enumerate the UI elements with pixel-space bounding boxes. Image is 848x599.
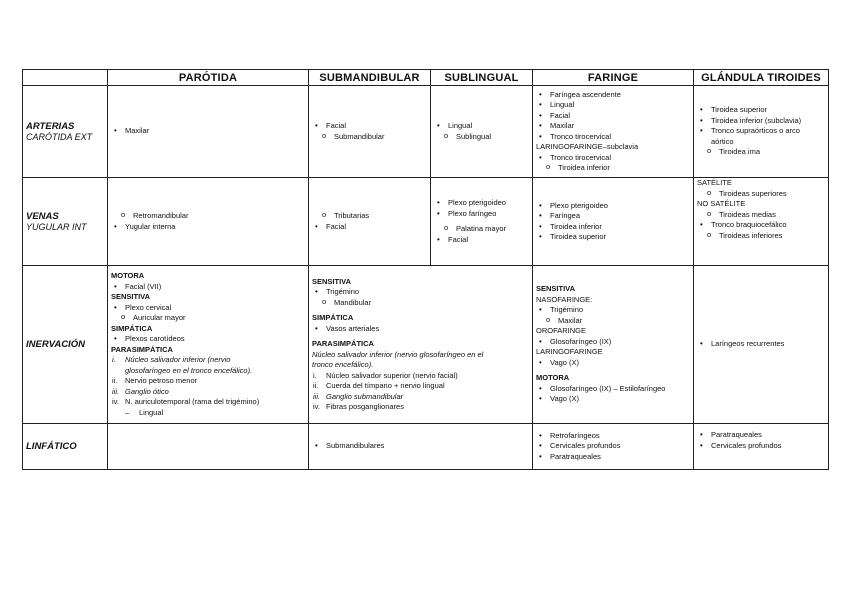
item-text: Nervio petroso menor bbox=[125, 376, 198, 385]
item-number: iii. bbox=[112, 386, 120, 396]
anatomy-table bbox=[22, 69, 829, 470]
item-number: ii. bbox=[313, 381, 319, 390]
numbered-item bbox=[312, 402, 529, 413]
list-item: • Yugular interna bbox=[111, 222, 305, 233]
list-label: SATÉLITE bbox=[697, 178, 732, 187]
list-item: • Trigémino bbox=[312, 287, 529, 298]
arterias-subtitle: CARÓTIDA EXT bbox=[26, 132, 93, 142]
header-sublingual: SUBLINGUAL bbox=[431, 70, 533, 86]
item-text: Núcleo salivador superior (nervio facial) bbox=[326, 370, 458, 380]
list-item: • Retrofaríngeos bbox=[536, 431, 690, 442]
list-item: • Glosofaríngeo (IX) bbox=[536, 337, 690, 348]
item-text: Ganglio submandibular bbox=[326, 391, 404, 401]
item-text: Fibras posganglionares bbox=[326, 402, 404, 411]
cell-venas-tiroides bbox=[694, 178, 829, 266]
header-submandibular: SUBMANDIBULAR bbox=[309, 70, 431, 86]
list-item: • Tronco braquiocefálico bbox=[697, 220, 825, 231]
list-item: • Plexo pterigoideo bbox=[536, 201, 690, 212]
venas-subtitle: YUGULAR INT bbox=[26, 222, 87, 232]
cell-linfatico-faringe bbox=[533, 424, 694, 470]
list-item: o Tiroideas medias bbox=[697, 210, 825, 221]
list-item: • Trigémino bbox=[536, 305, 690, 316]
cell-arterias-parotida bbox=[108, 86, 309, 178]
list-item: • Plexo faríngeo bbox=[434, 209, 529, 220]
list-item: • Tronco tirocervical bbox=[536, 153, 690, 164]
cell-arterias-sublingual bbox=[431, 86, 533, 178]
section-label: SENSITIVA bbox=[536, 284, 576, 294]
header-tiroides: GLÁNDULA TIROIDES bbox=[694, 70, 829, 86]
section-label: PARASIMPÁTICA bbox=[111, 344, 173, 354]
cell-venas-submandibular bbox=[309, 178, 431, 266]
list-item: • Tiroidea inferior (subclavia) bbox=[697, 116, 825, 127]
section-label: MOTORA bbox=[111, 271, 145, 280]
list-item: • Tronco tirocervical bbox=[536, 132, 690, 143]
list-item: • Maxilar bbox=[111, 126, 305, 137]
cell-inervacion-submandibular bbox=[309, 266, 533, 424]
venas-title: VENAS bbox=[26, 211, 59, 222]
paragraph: tronco encefálico). bbox=[312, 360, 374, 369]
list-item: o Maxilar bbox=[536, 316, 690, 327]
header-faringe: FARINGE bbox=[533, 70, 694, 86]
list-item: o Auricular mayor bbox=[111, 313, 305, 324]
row-label-arterias bbox=[23, 86, 108, 178]
row-arterias bbox=[23, 86, 829, 178]
list-label: OROFARINGE bbox=[536, 326, 587, 336]
cell-inervacion-faringe bbox=[533, 266, 694, 424]
list-label: LARINGOFARINGE bbox=[536, 347, 603, 357]
inervacion-title: INERVACIÓN bbox=[26, 339, 85, 350]
section-label: MOTORA bbox=[536, 373, 570, 383]
numbered-item bbox=[111, 397, 305, 408]
numbered-item bbox=[111, 376, 305, 387]
row-label-venas bbox=[23, 178, 108, 266]
list-item: • Submandibulares bbox=[312, 441, 529, 452]
item-number: i. bbox=[313, 370, 317, 380]
list-item: – Lingual bbox=[111, 408, 305, 419]
list-item: o Tiroidea inferior bbox=[536, 163, 690, 174]
list-item: • Plexo cervical bbox=[111, 303, 305, 314]
list-item: • Vago (X) bbox=[536, 358, 690, 369]
section-label: SENSITIVA bbox=[312, 276, 352, 286]
header-parotida: PARÓTIDA bbox=[108, 70, 309, 86]
row-inervacion bbox=[23, 266, 829, 424]
list-item: o Tiroidea ima bbox=[697, 147, 825, 158]
cell-arterias-faringe bbox=[533, 86, 694, 178]
cell-venas-sublingual bbox=[431, 178, 533, 266]
cell-arterias-submandibular bbox=[309, 86, 431, 178]
section-label: SIMPÁTICA bbox=[312, 313, 354, 322]
section-label: SENSITIVA bbox=[111, 292, 151, 301]
list-item: • Facial bbox=[312, 121, 427, 132]
list-item: o Retromandibular bbox=[111, 211, 305, 222]
row-venas bbox=[23, 178, 829, 266]
item-text: glosofaríngeo en el tronco encefálico). bbox=[125, 365, 253, 375]
list-item: • Facial bbox=[434, 235, 529, 246]
cell-inervacion-parotida bbox=[108, 266, 309, 424]
cell-linfatico-tiroides bbox=[694, 424, 829, 470]
list-item: • Facial (VII) bbox=[111, 282, 305, 293]
cell-venas-faringe bbox=[533, 178, 694, 266]
row-label-inervacion bbox=[23, 266, 108, 424]
list-item: • Plexos carotídeos bbox=[111, 334, 305, 345]
list-item: • Cervicales profundos bbox=[536, 441, 690, 452]
list-continuation: aórtico bbox=[711, 136, 734, 146]
header-row bbox=[23, 70, 829, 86]
list-item: • Tiroidea superior bbox=[697, 105, 825, 116]
cell-linfatico-submandibular bbox=[309, 424, 533, 470]
list-item: o Mandibular bbox=[312, 298, 529, 309]
numbered-item bbox=[111, 387, 305, 398]
row-linfatico bbox=[23, 424, 829, 470]
numbered-item bbox=[111, 355, 305, 376]
item-number: i. bbox=[112, 355, 116, 364]
list-item: • Cervicales profundos bbox=[697, 441, 825, 452]
numbered-item bbox=[312, 392, 529, 403]
cell-inervacion-tiroides bbox=[694, 266, 829, 424]
list-item: o Tiroideas inferiores bbox=[697, 231, 825, 242]
list-item: o Tributarias bbox=[312, 211, 427, 222]
item-number: iv. bbox=[112, 397, 119, 406]
list-item: • Tiroidea superior bbox=[536, 232, 690, 243]
item-text: Núcleo salivador inferior (nervio bbox=[125, 355, 231, 364]
list-item: o Palatina mayor bbox=[434, 224, 529, 235]
numbered-item bbox=[312, 371, 529, 382]
list-label: NASOFARINGE: bbox=[536, 294, 593, 304]
list-item: • Tiroidea inferior bbox=[536, 222, 690, 233]
list-item: • Plexo pterigoideo bbox=[434, 198, 529, 209]
item-number: ii. bbox=[112, 376, 118, 385]
list-item: • Lingual bbox=[536, 100, 690, 111]
arterias-title: ARTERIAS bbox=[26, 121, 75, 132]
list-label: NO SATÉLITE bbox=[697, 199, 746, 208]
cell-venas-parotida bbox=[108, 178, 309, 266]
item-number: iv. bbox=[313, 402, 320, 411]
list-item: • Lingual bbox=[434, 121, 529, 132]
list-item: o Submandibular bbox=[312, 132, 427, 143]
item-text: Cuerda del tímpano + nervio lingual bbox=[326, 381, 445, 390]
cell-linfatico-parotida bbox=[108, 424, 309, 470]
paragraph: Núcleo salivador inferior (nervio glosofaríngeo en el bbox=[312, 349, 484, 359]
numbered-item bbox=[312, 381, 529, 392]
item-number: iii. bbox=[313, 391, 321, 401]
item-text: Ganglio ótico bbox=[125, 386, 169, 396]
list-item: • Facial bbox=[312, 222, 427, 233]
header-empty bbox=[23, 70, 108, 86]
item-text: N. auriculotemporal (rama del trigémino) bbox=[125, 397, 260, 406]
list-item: • Vasos arteriales bbox=[312, 324, 529, 335]
list-item: • Paratraqueales bbox=[536, 452, 690, 463]
cell-arterias-tiroides bbox=[694, 86, 829, 178]
list-item: • Faríngea bbox=[536, 211, 690, 222]
section-label: SIMPÁTICA bbox=[111, 323, 153, 333]
section-label: PARASIMPÁTICA bbox=[312, 339, 374, 348]
list-item: • Vago (X) bbox=[536, 394, 690, 405]
list-item: o Tiroideas superiores bbox=[697, 189, 825, 200]
list-item: • Maxilar bbox=[536, 121, 690, 132]
list-item: • Tronco supraórticos o arco bbox=[697, 126, 825, 137]
list-item: • Laríngeos recurrentes bbox=[697, 339, 825, 350]
list-item: • Glosofaríngeo (IX) – Estilofaríngeo bbox=[536, 384, 690, 395]
list-item: • Faríngea ascendente bbox=[536, 90, 690, 101]
row-label-linfatico bbox=[23, 424, 108, 470]
list-item: o Sublingual bbox=[434, 132, 529, 143]
list-label: LARINGOFARINGE–subclavia bbox=[536, 142, 639, 151]
list-item: • Facial bbox=[536, 111, 690, 122]
list-item: • Paratraqueales bbox=[697, 430, 825, 441]
linfatico-title: LINFÁTICO bbox=[26, 441, 77, 452]
